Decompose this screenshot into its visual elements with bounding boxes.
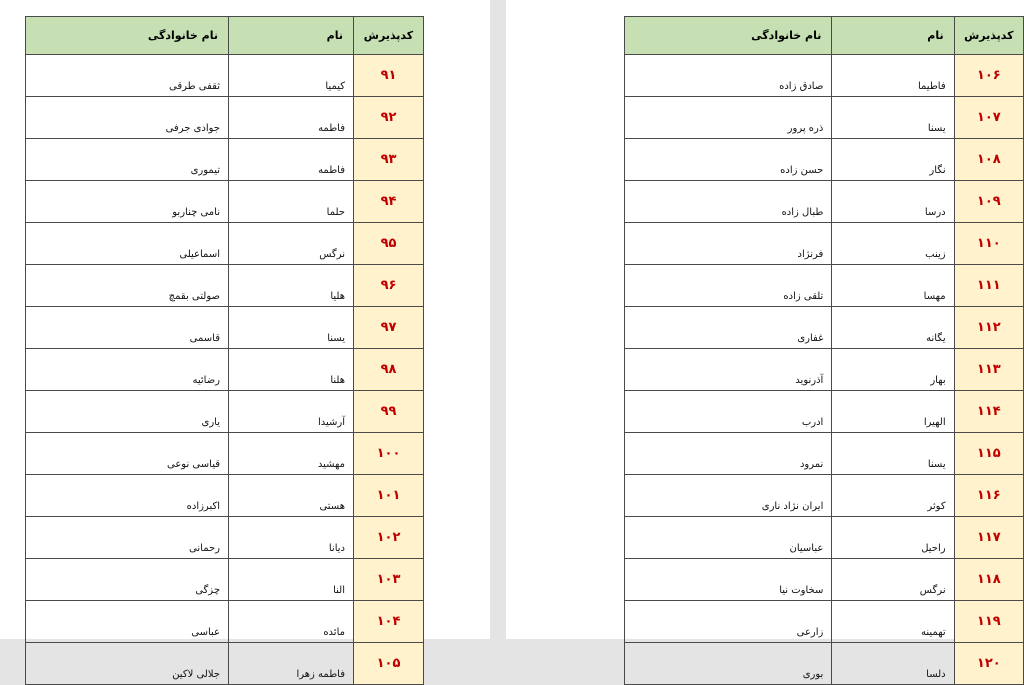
code-cell: ۱۱۳ <box>954 349 1023 391</box>
code-cell: ۱۱۰ <box>954 223 1023 265</box>
table-header-row <box>26 17 424 55</box>
last-name-cell: زارعی <box>625 601 832 643</box>
code-cell: ۱۱۵ <box>954 433 1023 475</box>
last-name-cell: قیاسی نوعی <box>26 433 229 475</box>
code-cell: ۱۱۸ <box>954 559 1023 601</box>
first-name-cell: هلنا <box>229 349 354 391</box>
table-row <box>26 391 424 433</box>
last-name-cell: عباسیان <box>625 517 832 559</box>
header-code: کدپذیرش <box>954 17 1023 55</box>
first-name-cell: دلسا <box>832 643 954 685</box>
first-name-cell: نرگس <box>832 559 954 601</box>
last-name-cell: سخاوت نیا <box>625 559 832 601</box>
last-name-cell: ذره پرور <box>625 97 832 139</box>
table-row <box>26 475 424 517</box>
table-row <box>26 307 424 349</box>
code-cell: ۱۱۴ <box>954 391 1023 433</box>
code-cell: ۱۰۹ <box>954 181 1023 223</box>
document-page-left <box>0 0 490 680</box>
table-row <box>26 517 424 559</box>
table-row <box>625 139 1024 181</box>
code-cell: ۱۰۷ <box>954 97 1023 139</box>
first-name-cell: مائده <box>229 601 354 643</box>
table-row <box>26 223 424 265</box>
table-row <box>625 223 1024 265</box>
last-name-cell: ثقفی طرقی <box>26 55 229 97</box>
table-row <box>26 181 424 223</box>
first-name-cell: هلیا <box>229 265 354 307</box>
last-name-cell: طبال زاده <box>625 181 832 223</box>
last-name-cell: عباسی <box>26 601 229 643</box>
code-cell: ۱۱۲ <box>954 307 1023 349</box>
first-name-cell: تهمینه <box>832 601 954 643</box>
header-code: کدپذیرش <box>354 17 424 55</box>
first-name-cell: یسنا <box>229 307 354 349</box>
table-row <box>26 433 424 475</box>
code-cell: ۹۵ <box>354 223 424 265</box>
first-name-cell: حلما <box>229 181 354 223</box>
table-row <box>26 97 424 139</box>
last-name-cell: نامی چناربو <box>26 181 229 223</box>
first-name-cell: مهسا <box>832 265 954 307</box>
first-name-cell: فاطمه <box>229 139 354 181</box>
first-name-cell: دیانا <box>229 517 354 559</box>
code-cell: ۱۲۰ <box>954 643 1023 685</box>
last-name-cell: چزگی <box>26 559 229 601</box>
code-cell: ۹۳ <box>354 139 424 181</box>
table-row <box>625 433 1024 475</box>
student-table-left <box>25 16 424 685</box>
first-name-cell: یسنا <box>832 97 954 139</box>
table-row <box>625 181 1024 223</box>
last-name-cell: صادق زاده <box>625 55 832 97</box>
header-last-name: نام خانوادگی <box>26 17 229 55</box>
student-table-right <box>624 16 1024 685</box>
last-name-cell: نمرود <box>625 433 832 475</box>
table-row <box>26 643 424 685</box>
first-name-cell: یگانه <box>832 307 954 349</box>
code-cell: ۹۴ <box>354 181 424 223</box>
code-cell: ۱۱۶ <box>954 475 1023 517</box>
first-name-cell: بهار <box>832 349 954 391</box>
table-row <box>625 55 1024 97</box>
first-name-cell: زینب <box>832 223 954 265</box>
table-row <box>625 307 1024 349</box>
last-name-cell: حسن زاده <box>625 139 832 181</box>
code-cell: ۱۰۸ <box>954 139 1023 181</box>
table-row <box>625 601 1024 643</box>
first-name-cell: کیمیا <box>229 55 354 97</box>
code-cell: ۱۰۴ <box>354 601 424 643</box>
code-cell: ۱۰۵ <box>354 643 424 685</box>
last-name-cell: قاسمی <box>26 307 229 349</box>
code-cell: ۹۹ <box>354 391 424 433</box>
table-row <box>625 559 1024 601</box>
code-cell: ۱۰۰ <box>354 433 424 475</box>
table-row <box>625 475 1024 517</box>
last-name-cell: رحمانی <box>26 517 229 559</box>
first-name-cell: نگار <box>832 139 954 181</box>
last-name-cell: یاری <box>26 391 229 433</box>
last-name-cell: غفاری <box>625 307 832 349</box>
first-name-cell: درسا <box>832 181 954 223</box>
code-cell: ۹۱ <box>354 55 424 97</box>
table-row <box>625 265 1024 307</box>
header-last-name: نام خانوادگی <box>625 17 832 55</box>
last-name-cell: اسماعیلی <box>26 223 229 265</box>
first-name-cell: النا <box>229 559 354 601</box>
last-name-cell: رضائیه <box>26 349 229 391</box>
header-first-name: نام <box>229 17 354 55</box>
last-name-cell: جلالی لاکین <box>26 643 229 685</box>
last-name-cell: تلقی زاده <box>625 265 832 307</box>
code-cell: ۱۰۱ <box>354 475 424 517</box>
first-name-cell: الهیرا <box>832 391 954 433</box>
first-name-cell: یسنا <box>832 433 954 475</box>
last-name-cell: تیموری <box>26 139 229 181</box>
code-cell: ۱۱۱ <box>954 265 1023 307</box>
table-row <box>625 349 1024 391</box>
code-cell: ۱۱۷ <box>954 517 1023 559</box>
first-name-cell: نرگس <box>229 223 354 265</box>
first-name-cell: راحیل <box>832 517 954 559</box>
code-cell: ۱۱۹ <box>954 601 1023 643</box>
first-name-cell: آرشیدا <box>229 391 354 433</box>
code-cell: ۹۸ <box>354 349 424 391</box>
code-cell: ۱۰۳ <box>354 559 424 601</box>
table-row <box>625 97 1024 139</box>
first-name-cell: فاطمه زهرا <box>229 643 354 685</box>
last-name-cell: اکبرزاده <box>26 475 229 517</box>
last-name-cell: صولتی بقمچ <box>26 265 229 307</box>
first-name-cell: هستی <box>229 475 354 517</box>
code-cell: ۱۰۲ <box>354 517 424 559</box>
last-name-cell: بوری <box>625 643 832 685</box>
table-row <box>625 643 1024 685</box>
table-row <box>26 349 424 391</box>
code-cell: ۹۲ <box>354 97 424 139</box>
header-first-name: نام <box>832 17 954 55</box>
table-row <box>625 391 1024 433</box>
last-name-cell: فرنژاد <box>625 223 832 265</box>
first-name-cell: فاطیما <box>832 55 954 97</box>
table-header-row <box>625 17 1024 55</box>
table-row <box>26 601 424 643</box>
table-row <box>26 265 424 307</box>
table-row <box>26 139 424 181</box>
code-cell: ۹۷ <box>354 307 424 349</box>
first-name-cell: فاطمه <box>229 97 354 139</box>
code-cell: ۱۰۶ <box>954 55 1023 97</box>
table-row <box>625 517 1024 559</box>
document-page-right <box>506 0 1024 680</box>
last-name-cell: ادرب <box>625 391 832 433</box>
table-row <box>26 559 424 601</box>
last-name-cell: آذرنوید <box>625 349 832 391</box>
code-cell: ۹۶ <box>354 265 424 307</box>
first-name-cell: کوثر <box>832 475 954 517</box>
table-row <box>26 55 424 97</box>
first-name-cell: مهشید <box>229 433 354 475</box>
last-name-cell: ایران نژاد ناری <box>625 475 832 517</box>
last-name-cell: جوادی جرفی <box>26 97 229 139</box>
